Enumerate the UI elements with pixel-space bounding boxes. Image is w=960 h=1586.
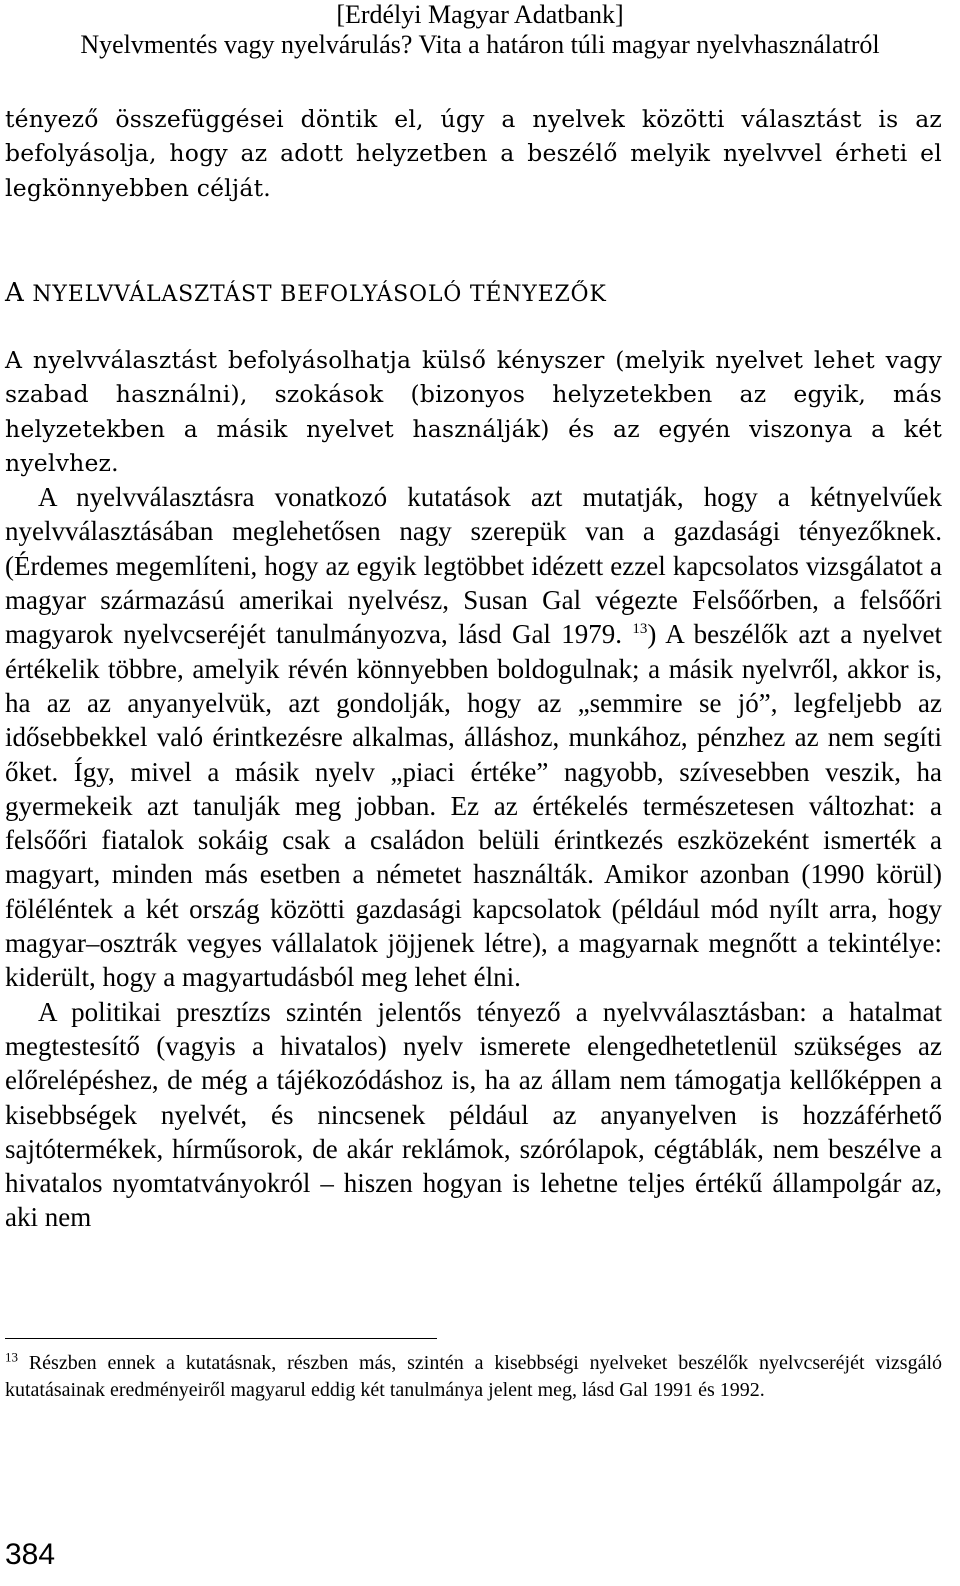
footnote-text: Részben ennek a kutatásnak, részben más, szintén a kisebbségi nyelveket beszélők nyelvcseréjét vizsgáló kutatásainak eredményeiről magyarul eddig két tanulmánya jelent meg, lásd Gal 1991 és 1992. (5, 1352, 942, 1401)
footnote-reference: 13 (632, 621, 648, 638)
body-text (5, 343, 942, 1235)
footnote-divider (5, 1338, 437, 1339)
section-heading-text: NYELVVÁLASZTÁST BEFOLYÁSOLÓ TÉNYEZŐK (24, 282, 607, 307)
paragraph-1: A nyelvválasztást befolyásolhatja külső kényszer (melyik nyelvet lehet vagy szabad használni), szokások (bizonyos helyzetekben az egyik, más helyzetekben a másik nyelvet használják) és az egyén viszonya a két nyelvhez. (5, 346, 942, 477)
intro-paragraph: tényező összefüggései döntik el, úgy a nyelvek közötti választást is az befolyásolja, hogy az adott helyzetben a beszélő melyik nyelvvel érheti el legkönnyebben célját. (5, 105, 942, 202)
header-document-title: Nyelvmentés vagy nyelvárulás? Vita a határon túli magyar nyelvhasználatról (80, 30, 880, 59)
paragraph-2-end: ) A beszélők azt a nyelvet értékelik többre, amelyik révén könnyebben boldogulnak; a másik nyelvről, akkor is, ha az az anyanyelvük, azt gondolják, hogy az „semmire se jó”, legfeljebb az idősebbekkel való érintkezésre alkalmas, álláshoz, munkához, pénzhez az nem segíti őket. Így, mivel a másik nyelv „piaci értéke” nagyobb, szívesebben veszik, ha gyermekeik azt tanulják meg jobban. Ez az értékelés természetesen változhat: a felsőőri fiatalok sokáig csak a családon belüli érintkezés eszközeként ismerték a magyart, minden más esetben a németet használták. Amikor azonban (1990 körül) föléléntek a két ország közötti gazdasági kapcsolatok (például mód nyílt arra, hogy magyar–osztrák vegyes vállalatok jöjjenek létre), a magyarnak megnőtt a tekintélye: kiderült, hogy a magyartudásból meg lehet élni. (5, 619, 942, 993)
header-site-name: [Erdélyi Magyar Adatbank] (336, 0, 624, 29)
section-heading (5, 278, 607, 308)
footnote-number: 13 (5, 1349, 18, 1365)
section-heading-initial: A (5, 278, 25, 308)
footnote (5, 1350, 942, 1404)
paragraph-2-start: A nyelvválasztásra vonatkozó kutatások azt mutatják, hogy a kétnyelvűek nyelvválasztásában meglehetősen nagy szerepük van a gazdasági tényezőknek. (Érdemes megemlíteni, hogy az egyik legtöbbet idézett ezzel kapcsolatos vizsgálatot a magyar származású amerikai nyelvész, Susan Gal végezte Felsőőrben, a felsőőri magyarok nyelvcseréjét tanulmányozva, lásd Gal 1979. (5, 482, 942, 650)
paragraph-2-intro (5, 480, 942, 994)
page-number: 384 (5, 1538, 56, 1571)
page-header (0, 0, 960, 60)
paragraph-3: A politikai presztízs szintén jelentős tényező a nyelvválasztásban: a hatalmat megtestesítő (vagyis a hivatalos) nyelv ismerete elengedhetetlenül szükséges az előrelépéshez, de még a tájékozódáshoz is, ha az állam nem támogatja kellőképpen a kisebbségek nyelvét, és nincsenek például az anyanyelven is hozzáférhető sajtótermékek, hírműsorok, de akár reklámok, szórólapok, cégtáblák, nem beszélve a hivatalos nyomtatványokról – hiszen hogyan is lehetne teljes értékű állampolgár az, aki nem (5, 996, 942, 1233)
intro-paragraph-block (5, 102, 942, 205)
